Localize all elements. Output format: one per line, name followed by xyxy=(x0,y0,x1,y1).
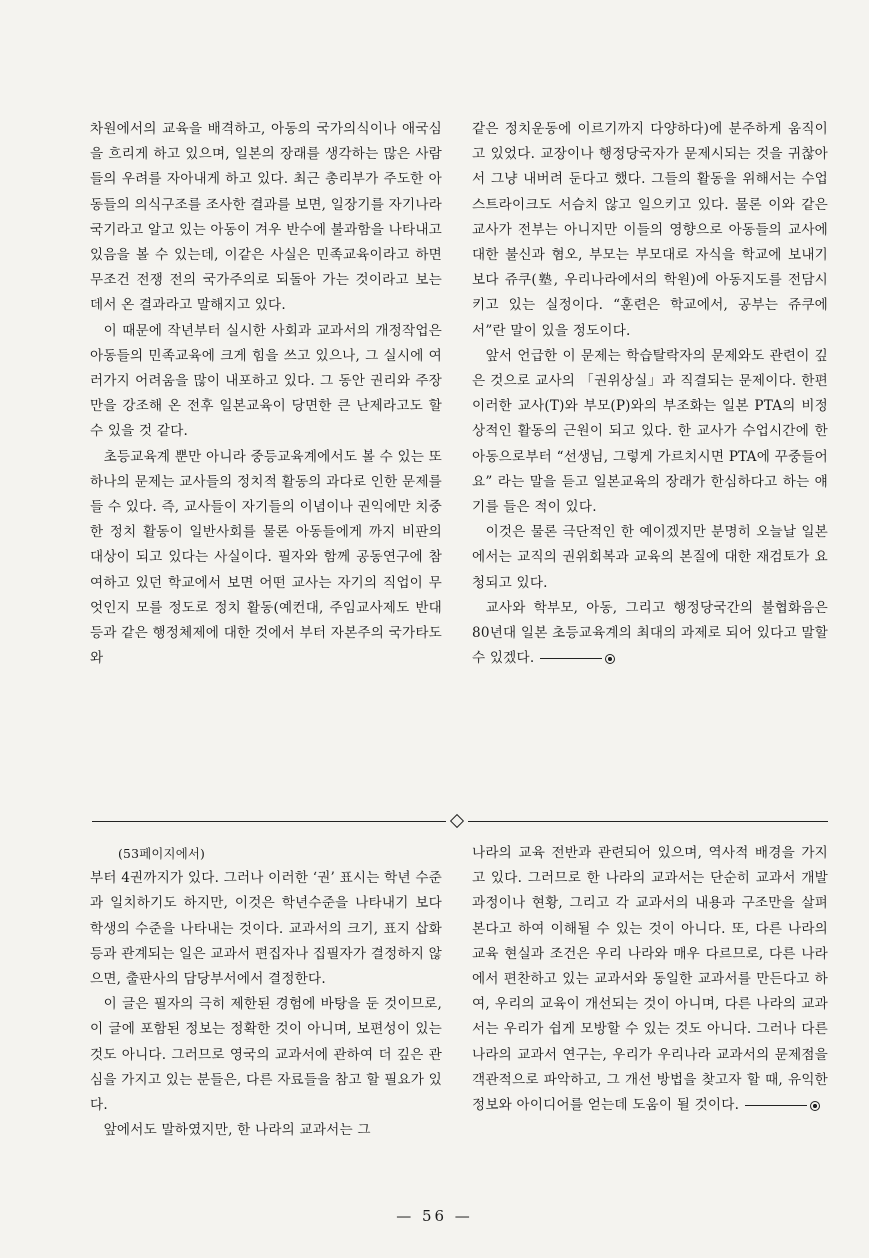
top-left-column xyxy=(90,117,442,671)
paragraph-text: 앞서 언급한 이 문제는 학습탈락자의 문제와도 관련이 깊은 것으로 교사의 「권위상실」과 직결되는 문제이다. 한편 이러한 교사(T)와 부모(P)와의 부조화는 일본 PTA의 비정상적인 활동의 근원이 되고 있다. 한 교사가 수업시간에 한 아동으로부터 “선생님, 그렇게 가르치시면 PTA에 꾸중들어요” 라는 말을 듣고 일본교육의 장래가 한심하다고 하는 얘기를 들은 적이 있다. xyxy=(472,347,828,516)
paragraph xyxy=(90,992,442,1118)
paragraph-text: 같은 정치운동에 이르기까지 다양하다)에 분주하게 움직이고 있었다. 교장이나 행정당국자가 문제시되는 것을 귀찮아서 그냥 내버려 둔다고 했다. 그들의 활동을 위해서는 수업 스트라이크도 서슴치 않고 일으키고 있다. 물론 이와 같은 교사가 전부는 아니지만 이들의 영향으로 아동들의 교사에 대한 불신과 혐오, 부모는 부모대로 자식을 학교에 보내기보다 쥬쿠(塾, 우리나라에서의 학원)에 아동지도를 전담시키고 있는 실정이다. “훈련은 학교에서, 공부는 쥬쿠에서”란 말이 있을 정도이다. xyxy=(472,121,828,339)
paragraph-text: 차원에서의 교육을 배격하고, 아동의 국가의식이나 애국심을 흐리게 하고 있으며, 일본의 장래를 생각하는 많은 사람들의 우려를 자아내게 하고 있다. 최근 총리부가 주도한 아동들의 의식구조를 조사한 결과를 보면, 일장기를 자기나라 국기라고 알고 있는 아동이 겨우 반수에 불과함을 나타내고 있음을 볼 수 있는데, 이같은 사실은 민족교육이라고 하면 무조건 전쟁 전의 국가주의로 되돌아 가는 것이라고 보는 데서 온 결과라고 말해지고 있다. xyxy=(90,121,442,314)
paragraph xyxy=(472,596,828,672)
paragraph-text: 앞에서도 말하였지만, 한 나라의 교과서는 그 xyxy=(103,1122,371,1139)
paragraph-text: 나라의 교육 전반과 관련되어 있으며, 역사적 배경을 가지고 있다. 그러므로 한 나라의 교과서는 단순히 교과서 개발 과정이나 현황, 그리고 각 교과서의 내용과 구조만을 살펴 본다고 하여 이해될 수 있는 것이 아니다. 또, 다른 나라의 교육 현실과 조건은 우리 나라와 매우 다르므로, 다른 나라에서 편찬하고 있는 교과서와 동일한 교과서를 만든다고 하여, 우리의 교육이 개선되는 것이 아니며, 다른 나라의 교과서는 우리가 쉽게 모방할 수 있는 것도 아니다. 그러나 다른 나라의 교과서 연구는, 우리가 우리나라 교과서의 문제점을 객관적으로 파악하고, 그 개선 방법을 찾고자 할 때, 유익한 정보와 아이디어를 얻는데 도움이 될 것이다. xyxy=(472,845,828,1114)
end-of-article-mark-icon xyxy=(739,1097,820,1113)
paragraph xyxy=(90,445,442,672)
top-right-column xyxy=(472,117,828,671)
bottom-right-column xyxy=(472,841,828,1118)
paragraph-text: 부터 4권까지가 있다. 그러나 이러한 ‘권’ 표시는 학년 수준과 일치하기도 하지만, 이것은 학년수준을 나타내기 보다 학생의 수준을 나타내는 것이다. 교과서의 크기, 표지 삽화 등과 관계되는 일은 교과서 편집자나 집필자가 결정하지 않으면, 출판사의 담당부서에서 결정한다. xyxy=(90,870,442,988)
divider-diamond-icon xyxy=(450,814,464,828)
paragraph-text: 이 때문에 작년부터 실시한 사회과 교과서의 개정작업은 아동들의 민족교육에 크게 힘을 쓰고 있으나, 그 실시에 여러가지 어려움을 많이 내포하고 있다. 그 동안 권리와 주장만을 강조해 온 전후 일본교육이 당면한 큰 난제라고도 할 수 있을 것 같다. xyxy=(90,322,442,440)
paragraph xyxy=(472,117,828,344)
end-of-article-mark-icon xyxy=(534,650,615,666)
paragraph xyxy=(472,841,828,1118)
page-number: — 56 — xyxy=(396,1207,473,1225)
source-page-note: (53페이지에서) xyxy=(118,846,206,861)
paragraph xyxy=(472,520,828,596)
paragraph xyxy=(472,344,828,520)
paragraph xyxy=(90,319,442,445)
paragraph xyxy=(90,117,442,319)
paragraph-text: 교사와 학부모, 아동, 그리고 행정당국간의 불협화음은 80년대 일본 초등교육계의 최대의 과제로 되어 있다고 말할 수 있겠다. xyxy=(472,599,828,667)
paragraph-text: 초등교육계 뿐만 아니라 중등교육계에서도 볼 수 있는 또 하나의 문제는 교사들의 정치적 활동의 과다로 인한 문제를 들 수 있다. 즉, 교사들이 자기들의 이념이나 권익에만 치중한 정치 활동이 일반사회를 물론 아동들에게 까지 비판의 대상이 되고 있다는 사실이다. 필자와 함께 공동연구에 참여하고 있던 학교에서 보면 어떤 교사는 자기의 직업이 무엇인지 모를 정도로 정치 활동(예컨대, 주임교사제도 반대 등과 같은 행정체제에 대한 것에서 부터 자본주의 국가타도와 xyxy=(90,448,442,667)
section-divider xyxy=(92,817,828,827)
paragraph xyxy=(90,866,442,992)
paragraph-text: 이것은 물론 극단적인 한 예이겠지만 분명히 오늘날 일본에서는 교직의 권위회복과 교육의 본질에 대한 재검토가 요청되고 있다. xyxy=(472,524,828,591)
paragraph-text: 이 글은 필자의 극히 제한된 경험에 바탕을 둔 것이므로, 이 글에 포함된 정보는 정확한 것이 아니며, 보편성이 있는 것도 아니다. 그러므로 영국의 교과서에 관하여 더 깊은 관심을 가지고 있는 분들은, 다른 자료들을 참고 할 필요가 있다. xyxy=(90,996,442,1114)
bottom-left-column xyxy=(90,841,442,1143)
paragraph xyxy=(90,1118,442,1143)
